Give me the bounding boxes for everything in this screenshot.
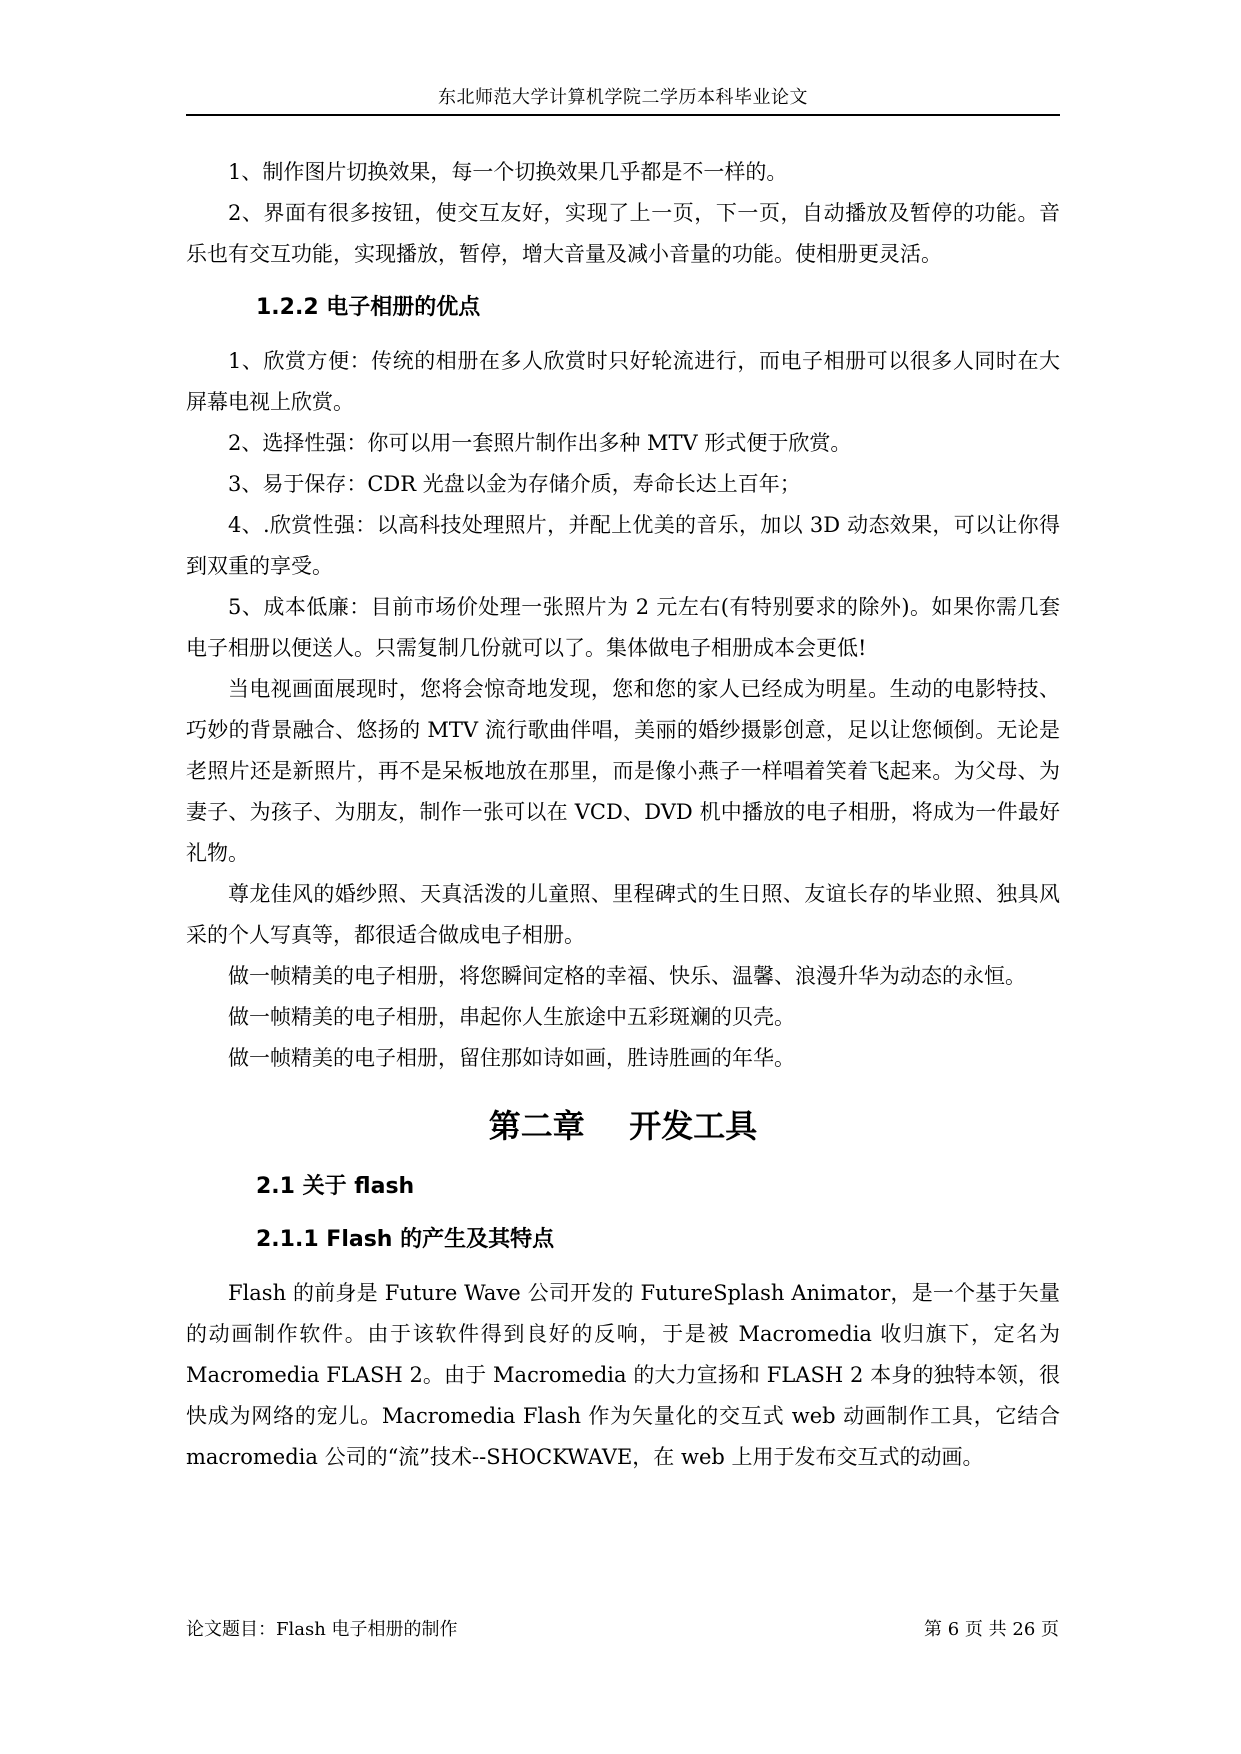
footer-page-number: 第 6 页 共 26 页 bbox=[924, 1619, 1059, 1640]
page-header: 东北师范大学计算机学院二学历本科毕业论文 bbox=[438, 87, 808, 108]
section-heading-1-2-2: 1.2.2 电子相册的优点 bbox=[256, 295, 481, 320]
advantage-item-3: 3、易于保存：CDR 光盘以金为存储介质，寿命长达上百年； bbox=[228, 472, 801, 496]
chapter-title: 第二章 开发工具 bbox=[488, 1107, 758, 1145]
document-body bbox=[186, 152, 1060, 1478]
paragraph-flash-history: Flash 的前身是 Future Wave 公司开发的 FutureSplash Animator，是一个基于矢量的动画制作软件。由于该软件得到良好的反响，于是被 Macromedia 收归旗下，定名为 Macromedia FLASH 2。由于 Macromedia 的大力宣扬和 FLASH 2 本身的独特本领，很快成为网络的宠儿。Macromedia Flash 作为矢量化的交互式 web 动画制作工具，它结合 macromedia 公司的“流”技术--SHOCKWAVE，在 web 上用于发布交互式的动画。 bbox=[186, 1281, 1060, 1469]
section-heading-2-1-1: 2.1.1 Flash 的产生及其特点 bbox=[256, 1227, 555, 1252]
paragraph-album-line-2: 做一帧精美的电子相册，串起你人生旅途中五彩斑斓的贝壳。 bbox=[228, 1005, 795, 1029]
advantage-item-1: 1、欣赏方便：传统的相册在多人欣赏时只好轮流进行，而电子相册可以很多人同时在大屏幕电视上欣赏。 bbox=[186, 349, 1060, 414]
intro-item-2: 2、界面有很多按钮，使交互友好，实现了上一页，下一页，自动播放及暂停的功能。音乐也有交互功能，实现播放，暂停，增大音量及减小音量的功能。使相册更灵活。 bbox=[186, 201, 1060, 266]
header-rule bbox=[186, 114, 1060, 116]
advantage-item-4: 4、.欣赏性强：以高科技处理照片，并配上优美的音乐，加以 3D 动态效果，可以让你得到双重的享受。 bbox=[186, 513, 1060, 578]
advantage-item-5: 5、成本低廉：目前市场价处理一张照片为 2 元左右(有特别要求的除外)。如果你需几套电子相册以便送人。只需复制几份就可以了。集体做电子相册成本会更低! bbox=[186, 595, 1060, 660]
paragraph-photo-types: 尊龙佳风的婚纱照、天真活泼的儿童照、里程碑式的生日照、友谊长存的毕业照、独具风采的个人写真等，都很适合做成电子相册。 bbox=[186, 882, 1060, 947]
paragraph-tv-display: 当电视画面展现时，您将会惊奇地发现，您和您的家人已经成为明星。生动的电影特技、巧妙的背景融合、悠扬的 MTV 流行歌曲伴唱，美丽的婚纱摄影创意，足以让您倾倒。无论是老照片还是新照片，再不是呆板地放在那里，而是像小燕子一样唱着笑着飞起来。为父母、为妻子、为孩子、为朋友，制作一张可以在 VCD、DVD 机中播放的电子相册，将成为一件最好礼物。 bbox=[186, 677, 1060, 865]
paragraph-album-line-3: 做一帧精美的电子相册，留住那如诗如画，胜诗胜画的年华。 bbox=[228, 1046, 795, 1070]
advantage-item-2: 2、选择性强：你可以用一套照片制作出多种 MTV 形式便于欣赏。 bbox=[228, 431, 852, 455]
intro-item-1: 1、制作图片切换效果，每一个切换效果几乎都是不一样的。 bbox=[228, 160, 788, 184]
paragraph-album-line-1: 做一帧精美的电子相册，将您瞬间定格的幸福、快乐、温馨、浪漫升华为动态的永恒。 bbox=[228, 964, 1026, 988]
section-heading-2-1: 2.1 关于 flash bbox=[256, 1174, 415, 1199]
footer-thesis-title: 论文题目：Flash 电子相册的制作 bbox=[186, 1619, 458, 1640]
